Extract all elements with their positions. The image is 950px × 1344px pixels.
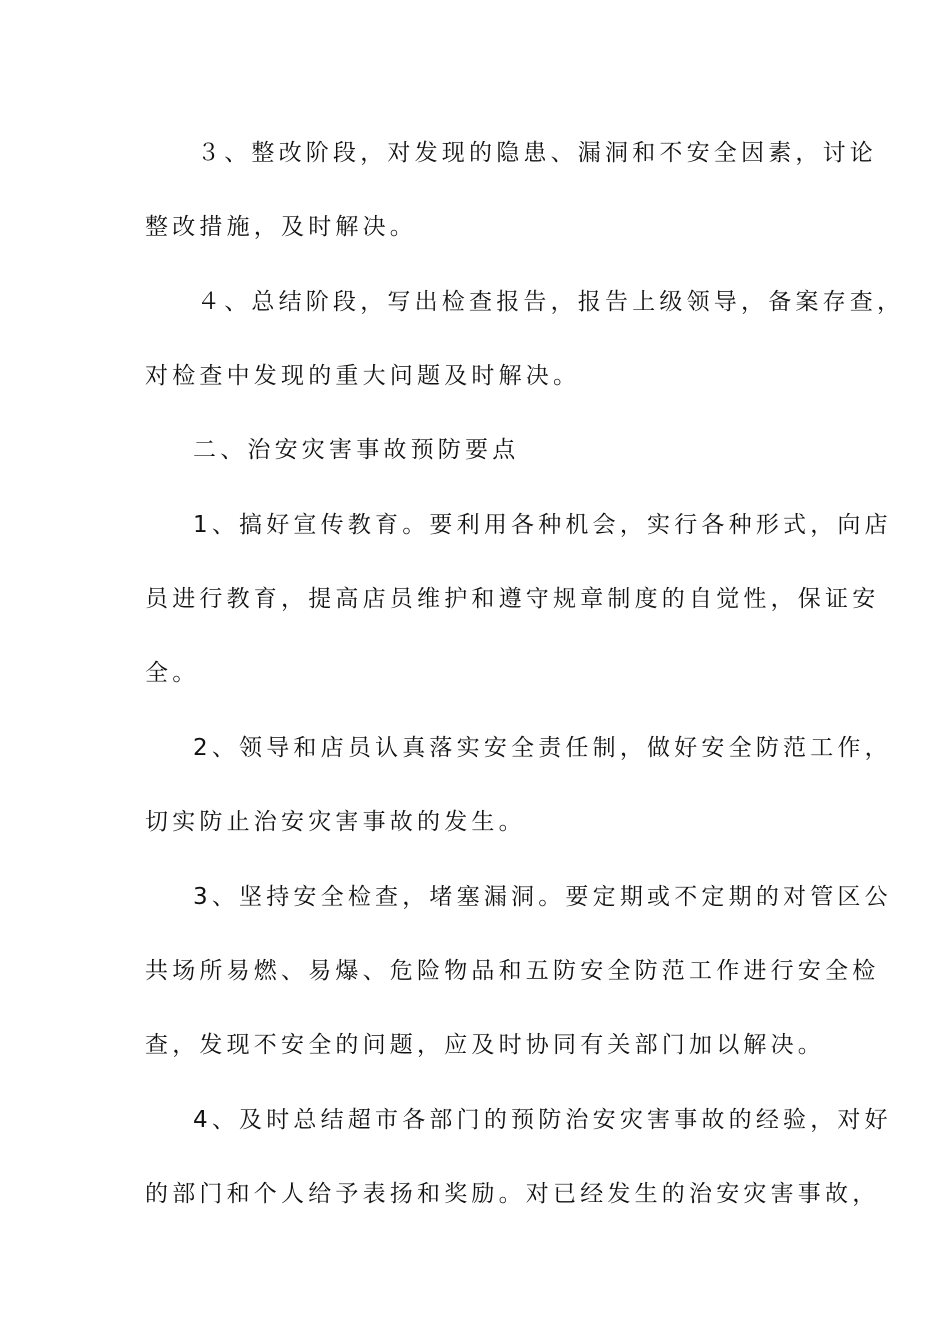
paragraph-education-line-1: 1、搞好宣传教育。要利用各种机会，实行各种形式，向店 [193,512,892,538]
paragraph-rectification-line-1: ３、整改阶段，对发现的隐患、漏洞和不安全因素，讨论 [197,140,877,166]
paragraph-inspection-line-3: 查，发现不安全的问题，应及时协同有关部门加以解决。 [145,1032,825,1058]
paragraph-inspection-line-2: 共场所易燃、易爆、危险物品和五防安全防范工作进行安全检 [145,958,880,984]
paragraph-experience-line-1: 4、及时总结超市各部门的预防治安灾害事故的经验，对好 [193,1107,892,1133]
paragraph-rectification-line-2: 整改措施，及时解决。 [145,214,417,240]
section-heading: 二、治安灾害事故预防要点 [193,437,520,463]
paragraph-education-line-2: 员进行教育，提高店员维护和遵守规章制度的自觉性，保证安 [145,586,880,612]
paragraph-summary-line-1: ４、总结阶段，写出检查报告，报告上级领导，备案存查， [197,289,905,315]
paragraph-inspection-line-1: 3、坚持安全检查，堵塞漏洞。要定期或不定期的对管区公 [193,884,892,910]
paragraph-experience-line-2: 的部门和个人给予表扬和奖励。对已经发生的治安灾害事故， [145,1181,880,1207]
paragraph-responsibility-line-2: 切实防止治安灾害事故的发生。 [145,809,526,835]
paragraph-summary-line-2: 对检查中发现的重大问题及时解决。 [145,363,581,389]
paragraph-responsibility-line-1: 2、领导和店员认真落实安全责任制，做好安全防范工作， [193,735,892,761]
paragraph-education-line-3: 全。 [145,660,200,686]
